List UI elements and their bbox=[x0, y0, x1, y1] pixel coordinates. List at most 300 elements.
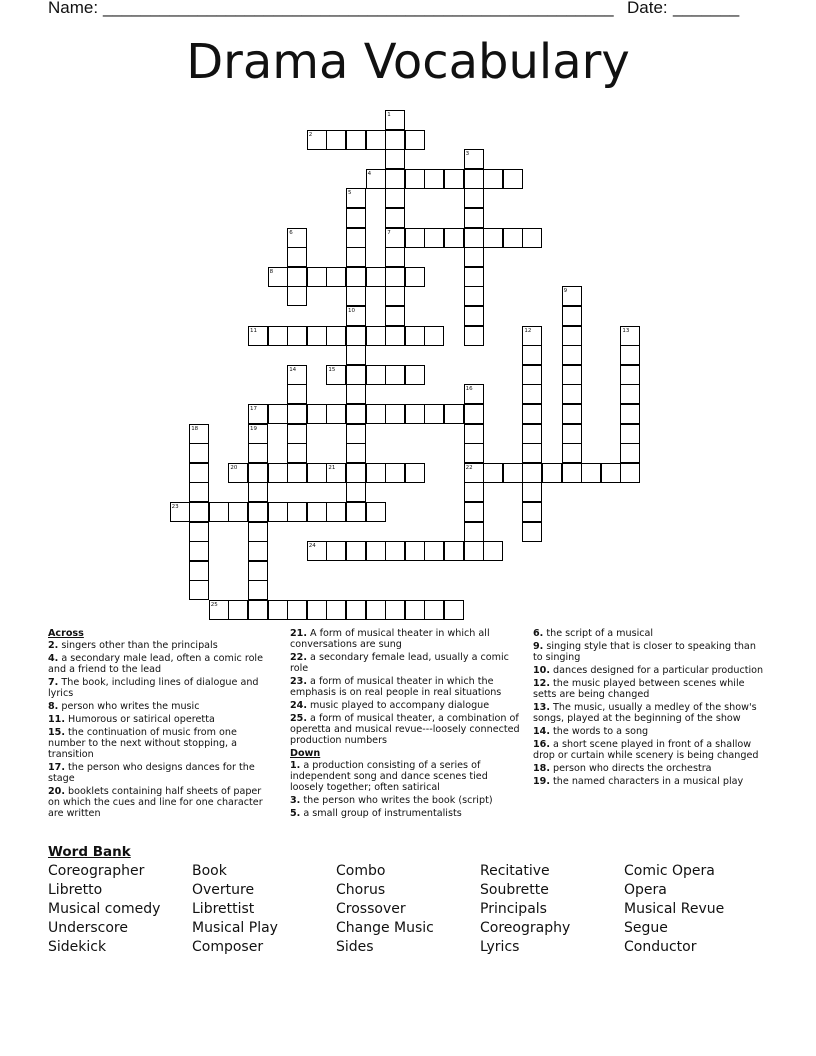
grid-cell[interactable] bbox=[287, 424, 307, 444]
clue-text: person who writes the music bbox=[58, 701, 200, 712]
grid-cell[interactable] bbox=[444, 169, 464, 189]
grid-cell[interactable] bbox=[326, 541, 346, 561]
grid-cell[interactable] bbox=[209, 600, 229, 620]
grid-cell[interactable] bbox=[209, 502, 229, 522]
cell-number: 17 bbox=[250, 406, 257, 412]
word-bank-item: Lyrics bbox=[480, 939, 520, 955]
grid-cell[interactable] bbox=[248, 600, 268, 620]
grid-cell[interactable] bbox=[620, 404, 640, 424]
grid-cell[interactable] bbox=[503, 463, 523, 483]
grid-cell[interactable] bbox=[562, 365, 582, 385]
grid-cell[interactable] bbox=[542, 463, 562, 483]
grid-cell[interactable] bbox=[346, 384, 366, 404]
grid-cell[interactable] bbox=[620, 365, 640, 385]
grid-cell[interactable] bbox=[601, 463, 621, 483]
grid-cell[interactable] bbox=[366, 541, 386, 561]
word-bank-item: Recitative bbox=[480, 863, 550, 879]
grid-cell[interactable] bbox=[287, 443, 307, 463]
grid-cell[interactable] bbox=[522, 228, 542, 248]
grid-cell[interactable] bbox=[385, 110, 405, 130]
grid-cell[interactable] bbox=[385, 228, 405, 248]
clue-item bbox=[290, 652, 522, 674]
grid-cell[interactable] bbox=[522, 345, 542, 365]
grid-cell[interactable] bbox=[268, 267, 288, 287]
grid-cell[interactable] bbox=[366, 600, 386, 620]
clue-text: the script of a musical bbox=[543, 628, 654, 639]
grid-cell[interactable] bbox=[346, 345, 366, 365]
grid-cell[interactable] bbox=[464, 228, 484, 248]
grid-cell[interactable] bbox=[366, 326, 386, 346]
grid-cell[interactable] bbox=[483, 541, 503, 561]
grid-cell[interactable] bbox=[287, 365, 307, 385]
grid-cell[interactable] bbox=[346, 541, 366, 561]
grid-cell[interactable] bbox=[307, 600, 327, 620]
word-bank-column bbox=[480, 862, 570, 957]
grid-cell[interactable] bbox=[405, 267, 425, 287]
word-bank-column bbox=[48, 862, 160, 957]
grid-cell[interactable] bbox=[385, 208, 405, 228]
grid-cell[interactable] bbox=[522, 384, 542, 404]
grid-cell[interactable] bbox=[620, 443, 640, 463]
date-field[interactable]: _______ bbox=[673, 0, 740, 17]
grid-cell[interactable] bbox=[424, 600, 444, 620]
clues-column-1 bbox=[48, 628, 273, 821]
grid-cell[interactable] bbox=[405, 365, 425, 385]
grid-cell[interactable] bbox=[581, 463, 601, 483]
grid-cell[interactable] bbox=[522, 326, 542, 346]
grid-cell[interactable] bbox=[268, 404, 288, 424]
grid-cell[interactable] bbox=[366, 169, 386, 189]
grid-cell[interactable] bbox=[307, 502, 327, 522]
word-bank-item: Musical Revue bbox=[624, 901, 725, 917]
grid-cell[interactable] bbox=[346, 600, 366, 620]
clue-text: the named characters in a musical play bbox=[550, 776, 744, 787]
grid-cell[interactable] bbox=[307, 404, 327, 424]
clue-item bbox=[533, 726, 768, 737]
grid-cell[interactable] bbox=[385, 188, 405, 208]
grid-cell[interactable] bbox=[562, 404, 582, 424]
clue-number: 2. bbox=[48, 640, 59, 651]
clue-item bbox=[533, 702, 768, 724]
grid-cell[interactable] bbox=[248, 580, 268, 600]
word-bank-item: Overture bbox=[192, 882, 255, 898]
clue-item bbox=[48, 727, 273, 760]
clue-number: 14. bbox=[533, 726, 550, 737]
word-bank-item: Coreography bbox=[480, 920, 571, 936]
grid-cell[interactable] bbox=[464, 286, 484, 306]
grid-cell[interactable] bbox=[366, 130, 386, 150]
clue-item bbox=[533, 776, 768, 787]
grid-cell[interactable] bbox=[385, 404, 405, 424]
cell-number: 4 bbox=[367, 170, 372, 177]
clue-text: booklets containing half sheets of paper on which the cues and line for one character are written bbox=[48, 786, 263, 819]
clue-item bbox=[533, 739, 768, 761]
grid-cell[interactable] bbox=[424, 541, 444, 561]
grid-cell[interactable] bbox=[522, 522, 542, 542]
clue-number: 11. bbox=[48, 714, 65, 725]
grid-cell[interactable] bbox=[346, 326, 366, 346]
clue-text: singers other than the principals bbox=[58, 640, 218, 651]
grid-cell[interactable] bbox=[464, 541, 484, 561]
word-bank-item: Opera bbox=[624, 882, 667, 898]
grid-cell[interactable] bbox=[287, 326, 307, 346]
grid-cell[interactable] bbox=[346, 443, 366, 463]
grid-cell[interactable] bbox=[562, 345, 582, 365]
clue-text: music played to accompany dialogue bbox=[307, 700, 490, 711]
grid-cell[interactable] bbox=[522, 404, 542, 424]
grid-cell[interactable] bbox=[346, 228, 366, 248]
grid-cell[interactable] bbox=[424, 169, 444, 189]
grid-cell[interactable] bbox=[248, 482, 268, 502]
cell-number: 5 bbox=[348, 190, 352, 197]
grid-cell[interactable] bbox=[189, 443, 209, 463]
grid-cell[interactable] bbox=[385, 247, 405, 267]
grid-cell[interactable] bbox=[268, 600, 288, 620]
grid-cell[interactable] bbox=[385, 541, 405, 561]
clue-item bbox=[48, 701, 273, 712]
word-bank-item: Musical comedy bbox=[48, 901, 161, 917]
word-bank-item: Crossover bbox=[336, 901, 406, 917]
clue-number: 6. bbox=[533, 628, 544, 639]
grid-cell[interactable] bbox=[522, 502, 542, 522]
clue-number: 7. bbox=[48, 677, 59, 688]
grid-cell[interactable] bbox=[464, 482, 484, 502]
clue-text: the continuation of music from one number to the next without stopping, a transition bbox=[48, 727, 238, 760]
grid-cell[interactable] bbox=[620, 463, 640, 483]
word-bank-item: Principals bbox=[480, 901, 547, 917]
grid-cell[interactable] bbox=[228, 463, 248, 483]
grid-cell[interactable] bbox=[464, 502, 484, 522]
clue-text: dances designed for a particular production bbox=[550, 665, 764, 676]
grid-cell[interactable] bbox=[189, 580, 209, 600]
grid-cell[interactable] bbox=[405, 541, 425, 561]
cell-number: 22 bbox=[465, 464, 473, 471]
clue-number: 10. bbox=[533, 665, 550, 676]
clue-number: 3. bbox=[290, 795, 301, 806]
grid-cell[interactable] bbox=[620, 345, 640, 365]
clue-text: person who directs the orchestra bbox=[550, 763, 712, 774]
grid-cell[interactable] bbox=[522, 443, 542, 463]
grid-cell[interactable] bbox=[287, 384, 307, 404]
grid-cell[interactable] bbox=[248, 424, 268, 444]
grid-cell[interactable] bbox=[287, 267, 307, 287]
across-heading: Across bbox=[48, 628, 84, 639]
grid-cell[interactable] bbox=[346, 247, 366, 267]
clue-number: 17. bbox=[48, 762, 65, 773]
grid-cell[interactable] bbox=[366, 267, 386, 287]
grid-cell[interactable] bbox=[346, 267, 366, 287]
clue-item bbox=[48, 677, 273, 699]
grid-cell[interactable] bbox=[248, 326, 268, 346]
cell-number: 24 bbox=[308, 543, 316, 550]
clue-text: a production consisting of a series of independent song and dance scenes tied loosely together; often satirical bbox=[290, 760, 488, 793]
grid-cell[interactable] bbox=[464, 522, 484, 542]
grid-cell[interactable] bbox=[464, 169, 484, 189]
cell-number: 1 bbox=[387, 112, 391, 118]
grid-cell[interactable] bbox=[464, 443, 484, 463]
cell-number: 19 bbox=[250, 425, 257, 432]
grid-cell[interactable] bbox=[483, 463, 503, 483]
grid-cell[interactable] bbox=[464, 188, 484, 208]
word-bank-item: Soubrette bbox=[480, 882, 549, 898]
grid-cell[interactable] bbox=[248, 522, 268, 542]
clue-number: 13. bbox=[533, 702, 550, 713]
word-bank-item: Comic Opera bbox=[624, 863, 715, 879]
clue-text: The music, usually a medley of the show's songs, played at the beginning of the show bbox=[533, 702, 757, 724]
grid-cell[interactable] bbox=[620, 424, 640, 444]
grid-cell[interactable] bbox=[385, 600, 405, 620]
name-label: Name: bbox=[48, 0, 99, 17]
grid-cell[interactable] bbox=[287, 286, 307, 306]
grid-cell[interactable] bbox=[189, 541, 209, 561]
grid-cell[interactable] bbox=[228, 600, 248, 620]
grid-cell[interactable] bbox=[170, 502, 190, 522]
grid-cell[interactable] bbox=[562, 286, 582, 306]
grid-cell[interactable] bbox=[287, 228, 307, 248]
cell-number: 15 bbox=[328, 366, 336, 373]
grid-cell[interactable] bbox=[464, 149, 484, 169]
grid-cell[interactable] bbox=[483, 228, 503, 248]
grid-cell[interactable] bbox=[326, 404, 346, 424]
grid-cell[interactable] bbox=[307, 267, 327, 287]
word-bank-column bbox=[192, 862, 278, 957]
grid-cell[interactable] bbox=[444, 404, 464, 424]
grid-cell[interactable] bbox=[405, 169, 425, 189]
cell-number: 21 bbox=[328, 464, 336, 471]
grid-cell[interactable] bbox=[346, 306, 366, 326]
clue-number: 18. bbox=[533, 763, 550, 774]
clue-text: Humorous or satirical operetta bbox=[65, 714, 215, 725]
clue-number: 21. bbox=[290, 628, 307, 639]
grid-cell[interactable] bbox=[405, 600, 425, 620]
grid-cell[interactable] bbox=[464, 463, 484, 483]
clue-number: 8. bbox=[48, 701, 59, 712]
grid-cell[interactable] bbox=[366, 365, 386, 385]
clue-number: 4. bbox=[48, 653, 59, 664]
cell-number: 7 bbox=[387, 229, 391, 236]
word-bank-item: Libretto bbox=[48, 882, 103, 898]
clue-text: The book, including lines of dialogue and lyrics bbox=[48, 677, 259, 699]
grid-cell[interactable] bbox=[522, 482, 542, 502]
grid-cell[interactable] bbox=[189, 522, 209, 542]
clue-item bbox=[290, 713, 522, 746]
grid-cell[interactable] bbox=[562, 384, 582, 404]
grid-cell[interactable] bbox=[346, 130, 366, 150]
grid-cell[interactable] bbox=[562, 443, 582, 463]
word-bank-item: Composer bbox=[192, 939, 264, 955]
grid-cell[interactable] bbox=[464, 424, 484, 444]
clue-item bbox=[533, 665, 768, 676]
grid-cell[interactable] bbox=[464, 404, 484, 424]
word-bank-item: Underscore bbox=[48, 920, 128, 936]
grid-cell[interactable] bbox=[248, 541, 268, 561]
grid-cell[interactable] bbox=[326, 130, 346, 150]
cell-number: 11 bbox=[250, 327, 257, 334]
clue-text: the words to a song bbox=[550, 726, 649, 737]
clue-text: a form of musical theater, a combination of operetta and musical revue---loosely connected production numbers bbox=[290, 713, 520, 746]
cell-number: 8 bbox=[269, 268, 274, 275]
grid-cell[interactable] bbox=[346, 463, 366, 483]
grid-cell[interactable] bbox=[346, 502, 366, 522]
grid-cell[interactable] bbox=[464, 306, 484, 326]
clue-number: 16. bbox=[533, 739, 550, 750]
grid-cell[interactable] bbox=[385, 169, 405, 189]
grid-cell[interactable] bbox=[562, 326, 582, 346]
grid-cell[interactable] bbox=[248, 561, 268, 581]
grid-cell[interactable] bbox=[268, 463, 288, 483]
grid-cell[interactable] bbox=[464, 326, 484, 346]
grid-cell[interactable] bbox=[405, 228, 425, 248]
clue-item bbox=[48, 640, 273, 651]
grid-cell[interactable] bbox=[189, 424, 209, 444]
clue-number: 24. bbox=[290, 700, 307, 711]
clue-item bbox=[533, 678, 768, 700]
grid-cell[interactable] bbox=[562, 306, 582, 326]
grid-cell[interactable] bbox=[464, 208, 484, 228]
grid-cell[interactable] bbox=[346, 208, 366, 228]
grid-cell[interactable] bbox=[307, 326, 327, 346]
grid-cell[interactable] bbox=[287, 404, 307, 424]
clue-item bbox=[290, 808, 522, 819]
word-bank-item: Sidekick bbox=[48, 939, 107, 955]
grid-cell[interactable] bbox=[268, 326, 288, 346]
grid-cell[interactable] bbox=[385, 267, 405, 287]
grid-cell[interactable] bbox=[307, 541, 327, 561]
grid-cell[interactable] bbox=[366, 404, 386, 424]
grid-cell[interactable] bbox=[620, 384, 640, 404]
grid-cell[interactable] bbox=[405, 130, 425, 150]
page-title: Drama Vocabulary bbox=[186, 34, 630, 90]
grid-cell[interactable] bbox=[189, 482, 209, 502]
clue-item bbox=[533, 628, 768, 639]
grid-cell[interactable] bbox=[248, 404, 268, 424]
grid-cell[interactable] bbox=[307, 130, 327, 150]
grid-cell[interactable] bbox=[424, 404, 444, 424]
grid-cell[interactable] bbox=[444, 600, 464, 620]
clues-column-3 bbox=[533, 628, 768, 789]
grid-cell[interactable] bbox=[385, 286, 405, 306]
grid-cell[interactable] bbox=[464, 247, 484, 267]
grid-cell[interactable] bbox=[405, 404, 425, 424]
cell-number: 9 bbox=[563, 288, 568, 295]
grid-cell[interactable] bbox=[326, 463, 346, 483]
clue-number: 5. bbox=[290, 808, 301, 819]
name-field[interactable]: ______________________________________________________ bbox=[103, 0, 614, 17]
clue-item bbox=[48, 762, 273, 784]
grid-cell[interactable] bbox=[424, 228, 444, 248]
grid-cell[interactable] bbox=[287, 600, 307, 620]
grid-cell[interactable] bbox=[326, 365, 346, 385]
grid-cell[interactable] bbox=[346, 404, 366, 424]
clue-number: 25. bbox=[290, 713, 307, 724]
cell-number: 6 bbox=[289, 229, 293, 236]
date-label: Date: bbox=[627, 0, 668, 17]
clue-text: a secondary male lead, often a comic role and a friend to the lead bbox=[48, 653, 264, 675]
grid-cell[interactable] bbox=[346, 286, 366, 306]
grid-cell[interactable] bbox=[444, 228, 464, 248]
cell-number: 13 bbox=[622, 327, 630, 334]
grid-cell[interactable] bbox=[522, 424, 542, 444]
grid-cell[interactable] bbox=[228, 502, 248, 522]
grid-cell[interactable] bbox=[385, 306, 405, 326]
grid-cell[interactable] bbox=[248, 443, 268, 463]
cell-number: 10 bbox=[348, 308, 355, 314]
cell-number: 16 bbox=[465, 386, 473, 393]
word-bank-column bbox=[336, 862, 434, 957]
grid-cell[interactable] bbox=[522, 463, 542, 483]
grid-cell[interactable] bbox=[464, 267, 484, 287]
grid-cell[interactable] bbox=[620, 326, 640, 346]
word-bank-item: Book bbox=[192, 863, 227, 879]
grid-cell[interactable] bbox=[287, 463, 307, 483]
clue-item bbox=[48, 714, 273, 725]
grid-cell[interactable] bbox=[248, 502, 268, 522]
grid-cell[interactable] bbox=[307, 463, 327, 483]
cell-number: 14 bbox=[289, 366, 297, 373]
grid-cell[interactable] bbox=[326, 326, 346, 346]
clue-item bbox=[290, 628, 522, 650]
grid-cell[interactable] bbox=[405, 463, 425, 483]
clue-item bbox=[48, 653, 273, 675]
grid-cell[interactable] bbox=[385, 365, 405, 385]
clue-text: a form of musical theater in which the emphasis is on real people in real situations bbox=[290, 676, 502, 698]
grid-cell[interactable] bbox=[464, 384, 484, 404]
grid-cell[interactable] bbox=[189, 502, 209, 522]
clue-text: the music played between scenes while setts are being changed bbox=[533, 678, 745, 700]
clues-column-2 bbox=[290, 628, 522, 821]
grid-cell[interactable] bbox=[346, 424, 366, 444]
clue-text: a short scene played in front of a shallow drop or curtain while scenery is being changed bbox=[533, 739, 759, 761]
grid-cell[interactable] bbox=[326, 502, 346, 522]
grid-cell[interactable] bbox=[248, 463, 268, 483]
grid-cell[interactable] bbox=[503, 169, 523, 189]
clue-item bbox=[290, 700, 522, 711]
grid-cell[interactable] bbox=[346, 482, 366, 502]
grid-cell[interactable] bbox=[385, 149, 405, 169]
grid-cell[interactable] bbox=[326, 600, 346, 620]
grid-cell[interactable] bbox=[562, 463, 582, 483]
clue-item bbox=[290, 760, 522, 793]
clue-text: a secondary female lead, usually a comic role bbox=[290, 652, 509, 674]
grid-cell[interactable] bbox=[444, 541, 464, 561]
grid-cell[interactable] bbox=[287, 247, 307, 267]
word-bank-item: Conductor bbox=[624, 939, 697, 955]
grid-cell[interactable] bbox=[424, 326, 444, 346]
clue-item bbox=[48, 786, 273, 819]
grid-cell[interactable] bbox=[326, 267, 346, 287]
grid-cell[interactable] bbox=[346, 188, 366, 208]
grid-cell[interactable] bbox=[366, 502, 386, 522]
grid-cell[interactable] bbox=[385, 130, 405, 150]
grid-cell[interactable] bbox=[483, 169, 503, 189]
grid-cell[interactable] bbox=[189, 561, 209, 581]
grid-cell[interactable] bbox=[366, 463, 386, 483]
grid-cell[interactable] bbox=[189, 463, 209, 483]
grid-cell[interactable] bbox=[503, 228, 523, 248]
clue-number: 19. bbox=[533, 776, 550, 787]
grid-cell[interactable] bbox=[287, 502, 307, 522]
grid-cell[interactable] bbox=[268, 502, 288, 522]
grid-cell[interactable] bbox=[522, 365, 542, 385]
grid-cell[interactable] bbox=[405, 326, 425, 346]
grid-cell[interactable] bbox=[346, 365, 366, 385]
grid-cell[interactable] bbox=[562, 424, 582, 444]
clue-item bbox=[533, 641, 768, 663]
cell-number: 12 bbox=[524, 327, 532, 334]
clue-item bbox=[533, 763, 768, 774]
grid-cell[interactable] bbox=[385, 326, 405, 346]
grid-cell[interactable] bbox=[385, 463, 405, 483]
